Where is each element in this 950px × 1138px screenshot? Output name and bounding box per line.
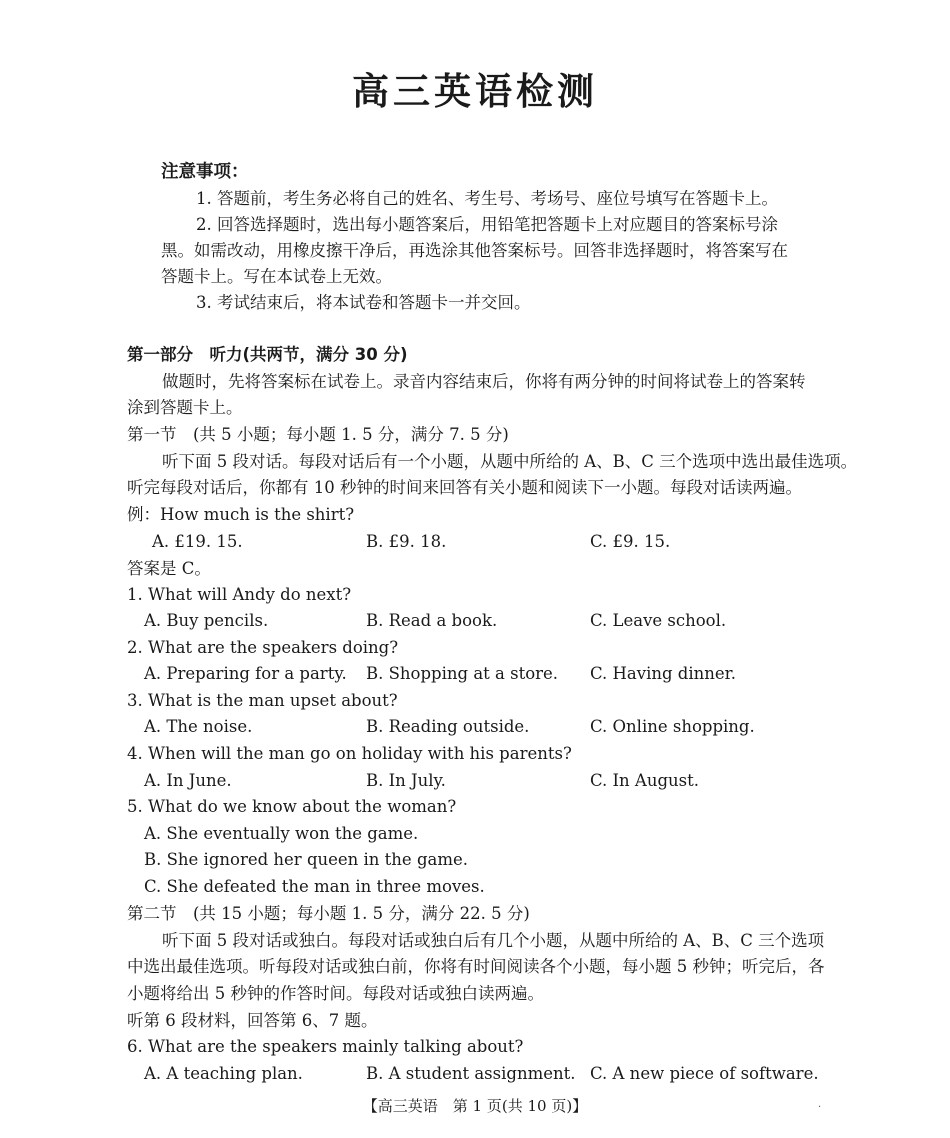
- example-answer: 答案是 C。: [127, 559, 211, 578]
- q4-option-b: B. In July.: [366, 771, 446, 790]
- q1-option-a: A. Buy pencils.: [144, 611, 269, 630]
- q3-option-a: A. The noise.: [144, 717, 253, 736]
- section2-heading: 第二节 (共 15 小题；每小题 1. 5 分，满分 22. 5 分): [127, 904, 530, 923]
- example-option-c: C. £9. 15.: [590, 532, 671, 551]
- question-2: 2. What are the speakers doing?: [127, 638, 399, 657]
- question-3: 3. What is the man upset about?: [127, 691, 398, 710]
- section2-instructions-3: 小题将给出 5 秒钟的作答时间。每段对话或独白读两遍。: [127, 984, 544, 1003]
- q3-option-b: B. Reading outside.: [366, 717, 530, 736]
- q6-option-b: B. A student assignment.: [366, 1064, 576, 1083]
- notes-line-4: 答题卡上。写在本试卷上无效。: [161, 267, 392, 286]
- page-title: 高三英语检测: [352, 70, 598, 113]
- q2-option-b: B. Shopping at a store.: [366, 664, 559, 683]
- question-5: 5. What do we know about the woman?: [127, 797, 457, 816]
- q5-option-c: C. She defeated the man in three moves.: [144, 877, 485, 896]
- notes-heading: 注意事项：: [161, 162, 249, 182]
- notes-line-2: 2. 回答选择题时，选出每小题答案后，用铅笔把答题卡上对应题目的答案标号涂: [196, 215, 778, 234]
- material-6-note: 听第 6 段材料，回答第 6、7 题。: [127, 1011, 378, 1030]
- page-footer: 【高三英语 第 1 页(共 10 页)】: [362, 1097, 588, 1115]
- section2-instructions-2: 中选出最佳选项。听每段对话或独白前，你将有时间阅读各个小题，每小题 5 秒钟；听完后，各: [127, 957, 825, 976]
- q6-option-c: C. A new piece of software.: [590, 1064, 819, 1083]
- question-6: 6. What are the speakers mainly talking about?: [127, 1037, 524, 1056]
- notes-line-1: 1. 答题前，考生务必将自己的姓名、考生号、考场号、座位号填写在答题卡上。: [196, 189, 778, 208]
- section1-instructions-2: 听完每段对话后，你都有 10 秒钟的时间来回答有关小题和阅读下一小题。每段对话读两遍。: [127, 478, 802, 497]
- q4-option-c: C. In August.: [590, 771, 699, 790]
- notes-line-5: 3. 考试结束后，将本试卷和答题卡一并交回。: [196, 293, 531, 312]
- q6-option-a: A. A teaching plan.: [144, 1064, 303, 1083]
- example-option-a: A. £19. 15.: [152, 532, 243, 551]
- part1-heading: 第一部分 听力(共两节，满分 30 分): [127, 345, 408, 364]
- part1-intro-line-2: 涂到答题卡上。: [127, 398, 243, 417]
- example-question: 例：How much is the shirt?: [127, 505, 355, 524]
- q5-option-b: B. She ignored her queen in the game.: [144, 850, 468, 869]
- q2-option-a: A. Preparing for a party.: [144, 664, 347, 683]
- section1-instructions-1: 听下面 5 段对话。每段对话后有一个小题，从题中所给的 A、B、C 三个选项中选出最佳选项。: [162, 452, 858, 471]
- q2-option-c: C. Having dinner.: [590, 664, 736, 683]
- example-option-b: B. £9. 18.: [366, 532, 447, 551]
- part1-intro-line-1: 做题时，先将答案标在试卷上。录音内容结束后，你将有两分钟的时间将试卷上的答案转: [162, 372, 806, 391]
- section2-instructions-1: 听下面 5 段对话或独白。每段对话或独白后有几个小题，从题中所给的 A、B、C 三个选项: [162, 931, 825, 950]
- q5-option-a: A. She eventually won the game.: [144, 824, 419, 843]
- question-1: 1. What will Andy do next?: [127, 585, 352, 604]
- section1-heading: 第一节 (共 5 小题；每小题 1. 5 分，满分 7. 5 分): [127, 425, 509, 444]
- q1-option-c: C. Leave school.: [590, 611, 727, 630]
- q3-option-c: C. Online shopping.: [590, 717, 755, 736]
- q1-option-b: B. Read a book.: [366, 611, 498, 630]
- notes-line-3: 黑。如需改动，用橡皮擦干净后，再选涂其他答案标号。回答非选择题时，将答案写在: [161, 241, 788, 260]
- q4-option-a: A. In June.: [144, 771, 232, 790]
- question-4: 4. When will the man go on holiday with his parents?: [127, 744, 572, 763]
- corner-mark: ·: [818, 1102, 822, 1113]
